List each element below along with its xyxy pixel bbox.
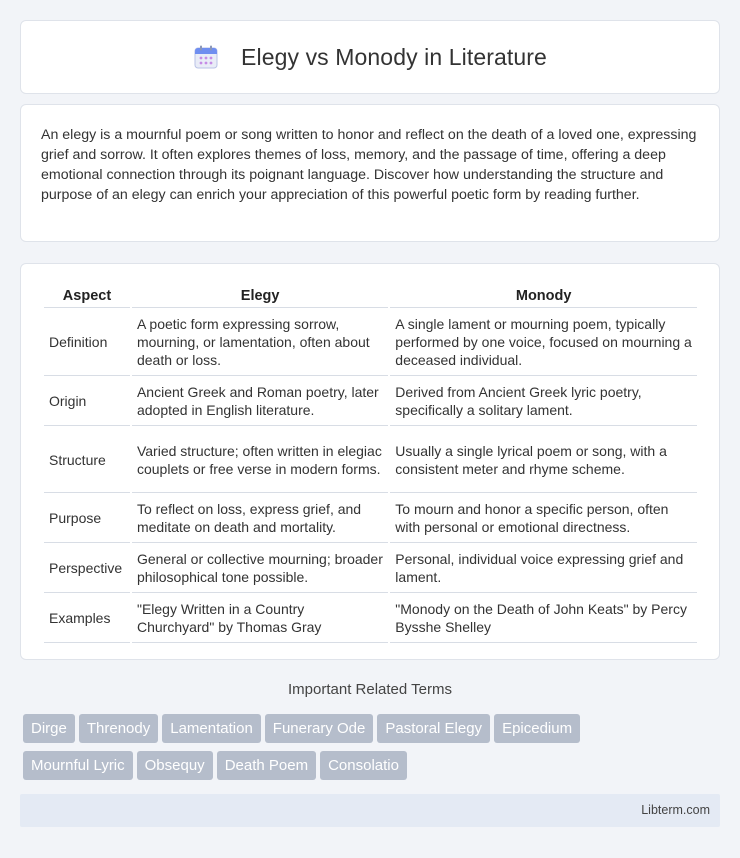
table-row	[44, 542, 697, 592]
row-elegy: A poetic form expressing sorrow, mourning, or lamentation, often about death or loss.	[132, 307, 388, 375]
row-aspect: Origin	[44, 375, 130, 425]
related-terms-tags	[23, 714, 723, 788]
table-row	[44, 592, 697, 643]
table-row	[44, 492, 697, 542]
row-aspect: Purpose	[44, 492, 130, 542]
row-monody: To mourn and honor a specific person, often with personal or emotional directness.	[390, 492, 697, 542]
header-card	[20, 20, 720, 94]
comparison-table	[42, 284, 699, 643]
table-row	[44, 375, 697, 425]
table-header-row	[44, 284, 697, 307]
row-elegy: Varied structure; often written in elegiac couplets or free verse in modern forms.	[132, 425, 388, 492]
row-monody: A single lament or mourning poem, typically performed by one voice, focused on mourning a deceased individual.	[390, 307, 697, 375]
calendar-icon	[193, 44, 219, 70]
table-row	[44, 425, 697, 492]
footer-brand-link[interactable]: Libterm.com	[641, 803, 710, 817]
tag-pastoral-elegy[interactable]: Pastoral Elegy	[377, 714, 490, 743]
row-elegy: To reflect on loss, express grief, and meditate on death and mortality.	[132, 492, 388, 542]
tag-death-poem[interactable]: Death Poem	[217, 751, 316, 780]
row-aspect: Definition	[44, 307, 130, 375]
row-aspect: Structure	[44, 425, 130, 492]
row-aspect: Perspective	[44, 542, 130, 592]
tag-lamentation[interactable]: Lamentation	[162, 714, 261, 743]
tag-dirge[interactable]: Dirge	[23, 714, 75, 743]
row-monody: Usually a single lyrical poem or song, with a consistent meter and rhyme scheme.	[390, 425, 697, 492]
tag-threnody[interactable]: Threnody	[79, 714, 158, 743]
header-aspect: Aspect	[62, 288, 112, 304]
comparison-table-card	[20, 263, 720, 660]
row-elegy: Ancient Greek and Roman poetry, later adopted in English literature.	[132, 375, 388, 425]
intro-text: An elegy is a mournful poem or song written to honor and reflect on the death of a loved one, expressing grief and sorrow. It often explores themes of loss, memory, and the passage of time, offering a deep emotional connection through its poignant language. Discover how understanding the structure and purpose of an elegy can enrich your appreciation of this powerful poetic form by reading further.	[41, 127, 697, 203]
footer	[20, 794, 720, 827]
intro-card	[20, 104, 720, 242]
tag-funerary-ode[interactable]: Funerary Ode	[265, 714, 374, 743]
row-elegy: General or collective mourning; broader philosophical tone possible.	[132, 542, 388, 592]
row-monody: "Monody on the Death of John Keats" by Percy Bysshe Shelley	[390, 592, 697, 643]
header-monody: Monody	[515, 288, 572, 304]
related-terms-title: Important Related Terms	[288, 681, 452, 698]
row-monody: Derived from Ancient Greek lyric poetry, specifically a solitary lament.	[390, 375, 697, 425]
header-elegy: Elegy	[240, 288, 280, 304]
tag-mournful-lyric[interactable]: Mournful Lyric	[23, 751, 133, 780]
table-row	[44, 307, 697, 375]
row-monody: Personal, individual voice expressing grief and lament.	[390, 542, 697, 592]
tag-obsequy[interactable]: Obsequy	[137, 751, 213, 780]
row-aspect: Examples	[44, 592, 130, 643]
page-title: Elegy vs Monody in Literature	[241, 43, 547, 70]
row-elegy: "Elegy Written in a Country Churchyard" by Thomas Gray	[132, 592, 388, 643]
tag-epicedium[interactable]: Epicedium	[494, 714, 580, 743]
tag-consolatio[interactable]: Consolatio	[320, 751, 407, 780]
